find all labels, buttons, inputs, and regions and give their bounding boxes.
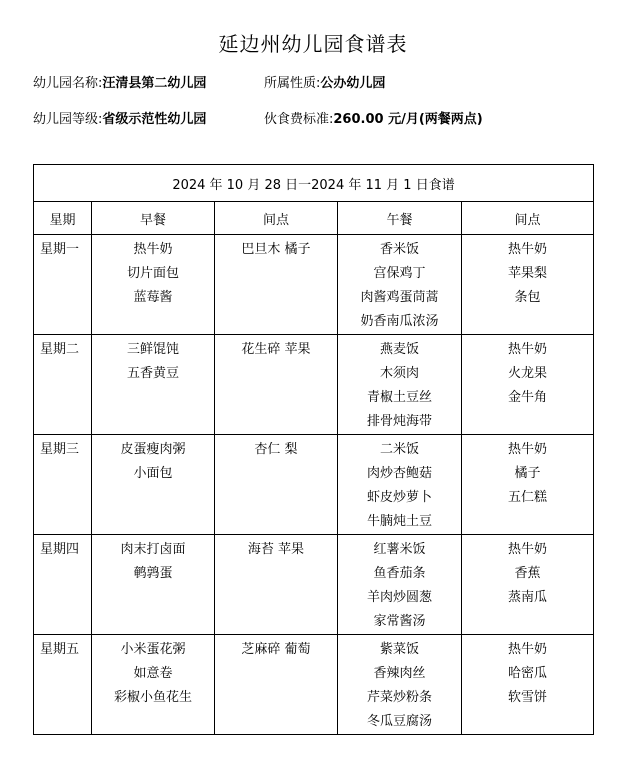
menu-item: 冬瓜豆腐汤 — [366, 714, 432, 729]
menu-item: 火龙果 — [508, 366, 548, 381]
weekday-cell — [34, 235, 92, 335]
menu-item: 木须肉 — [379, 366, 419, 381]
menu-item: 香蕉 — [514, 566, 541, 581]
menu-item: 杏仁 梨 — [254, 442, 298, 457]
kindergarten-type — [264, 72, 385, 91]
menu-item: 花生碎 苹果 — [241, 342, 311, 357]
menu-item: 热牛奶 — [508, 342, 548, 357]
menu-item: 燕麦饭 — [379, 342, 419, 357]
menu-item: 金牛角 — [508, 390, 548, 405]
menu-body — [34, 235, 594, 735]
kindergarten-level-label: 幼儿园等级: — [33, 112, 103, 127]
menu-item: 香辣肉丝 — [373, 666, 426, 681]
header-snack-afternoon: 间点 — [462, 202, 594, 235]
table-row — [34, 635, 594, 735]
lunch-cell — [338, 235, 462, 335]
menu-item: 热牛奶 — [508, 642, 548, 657]
menu-item: 肉酱鸡蛋茼蒿 — [360, 290, 439, 305]
menu-item: 热牛奶 — [133, 242, 173, 257]
menu-item: 红薯米饭 — [373, 542, 426, 557]
breakfast-cell — [92, 235, 215, 335]
snack-afternoon-cell — [462, 435, 594, 535]
menu-item: 海苔 苹果 — [247, 542, 305, 557]
table-row — [34, 235, 594, 335]
weekday-label: 星期二 — [40, 342, 80, 357]
lunch-cell — [338, 635, 462, 735]
menu-item: 芝麻碎 葡萄 — [241, 642, 311, 657]
weekday-cell — [34, 335, 92, 435]
weekday-label: 星期三 — [40, 442, 80, 457]
menu-item: 羊肉炒圆葱 — [366, 590, 432, 605]
weekday-cell — [34, 535, 92, 635]
menu-item: 热牛奶 — [508, 542, 548, 557]
menu-item: 虾皮炒萝卜 — [366, 490, 432, 505]
menu-item: 小米蛋花粥 — [120, 642, 186, 657]
snack-morning-cell — [215, 235, 338, 335]
table-row — [34, 435, 594, 535]
menu-item: 排骨炖海带 — [366, 414, 432, 429]
header-snack-morning: 间点 — [215, 202, 338, 235]
snack-morning-cell — [215, 635, 338, 735]
menu-table-caption: 2024 年 10 月 28 日一2024 年 11 月 1 日食谱 — [34, 165, 594, 202]
menu-item: 切片面包 — [126, 266, 179, 281]
menu-item: 皮蛋瘦肉粥 — [120, 442, 186, 457]
kindergarten-name-label: 幼儿园名称: — [33, 76, 103, 91]
kindergarten-name — [33, 72, 206, 91]
meal-fee — [264, 108, 483, 127]
meal-fee-label: 伙食费标准: — [264, 112, 334, 127]
header-weekday: 星期 — [34, 202, 92, 235]
menu-table — [33, 164, 594, 735]
header-lunch: 午餐 — [338, 202, 462, 235]
menu-item: 宫保鸡丁 — [373, 266, 426, 281]
meal-fee-value: 260.00 元/月(两餐两点) — [333, 112, 483, 127]
menu-item: 鱼香茄条 — [373, 566, 426, 581]
menu-item: 哈密瓜 — [508, 666, 548, 681]
menu-item: 软雪饼 — [508, 690, 548, 705]
menu-item: 香米饭 — [379, 242, 419, 257]
menu-item: 小面包 — [133, 466, 173, 481]
menu-item: 家常酱汤 — [373, 614, 426, 629]
kindergarten-name-value: 汪清县第二幼儿园 — [102, 76, 207, 91]
menu-item: 蓝莓酱 — [133, 290, 173, 305]
snack-afternoon-cell — [462, 335, 594, 435]
kindergarten-type-label: 所属性质: — [264, 76, 321, 91]
breakfast-cell — [92, 335, 215, 435]
table-row — [34, 535, 594, 635]
menu-item: 青椒土豆丝 — [366, 390, 432, 405]
snack-morning-cell — [215, 535, 338, 635]
menu-item: 五香黄豆 — [126, 366, 179, 381]
breakfast-cell — [92, 435, 215, 535]
menu-item: 肉末打卤面 — [120, 542, 186, 557]
weekday-cell — [34, 435, 92, 535]
menu-item: 五仁糕 — [508, 490, 548, 505]
lunch-cell — [338, 535, 462, 635]
menu-item: 紫菜饭 — [379, 642, 419, 657]
kindergarten-type-value: 公办幼儿园 — [320, 76, 386, 91]
snack-afternoon-cell — [462, 635, 594, 735]
kindergarten-level-value: 省级示范性幼儿园 — [102, 112, 207, 127]
breakfast-cell — [92, 635, 215, 735]
snack-afternoon-cell — [462, 235, 594, 335]
page-title: 延边州幼儿园食谱表 — [218, 32, 408, 56]
lunch-cell — [338, 435, 462, 535]
weekday-label: 星期五 — [40, 642, 80, 657]
menu-item: 橘子 — [514, 466, 541, 481]
menu-item: 二米饭 — [379, 442, 419, 457]
menu-item: 三鲜馄饨 — [126, 342, 179, 357]
menu-item: 芹菜炒粉条 — [366, 690, 432, 705]
snack-morning-cell — [215, 435, 338, 535]
menu-item: 热牛奶 — [508, 442, 548, 457]
menu-item: 蒸南瓜 — [508, 590, 548, 605]
menu-item: 鹌鹑蛋 — [133, 566, 173, 581]
weekday-label: 星期一 — [40, 242, 80, 257]
weekday-cell — [34, 635, 92, 735]
weekday-label: 星期四 — [40, 542, 80, 557]
menu-item: 如意卷 — [133, 666, 173, 681]
menu-item: 肉炒杏鲍菇 — [366, 466, 432, 481]
snack-afternoon-cell — [462, 535, 594, 635]
kindergarten-level — [33, 108, 206, 127]
header-breakfast: 早餐 — [92, 202, 215, 235]
menu-item: 彩椒小鱼花生 — [113, 690, 192, 705]
table-row — [34, 335, 594, 435]
menu-item: 巴旦木 橘子 — [241, 242, 311, 257]
menu-item: 条包 — [514, 290, 541, 305]
menu-item: 奶香南瓜浓汤 — [360, 314, 439, 329]
menu-item: 热牛奶 — [508, 242, 548, 257]
menu-item: 牛腩炖土豆 — [366, 514, 432, 529]
menu-item: 苹果梨 — [508, 266, 548, 281]
snack-morning-cell — [215, 335, 338, 435]
lunch-cell — [338, 335, 462, 435]
breakfast-cell — [92, 535, 215, 635]
